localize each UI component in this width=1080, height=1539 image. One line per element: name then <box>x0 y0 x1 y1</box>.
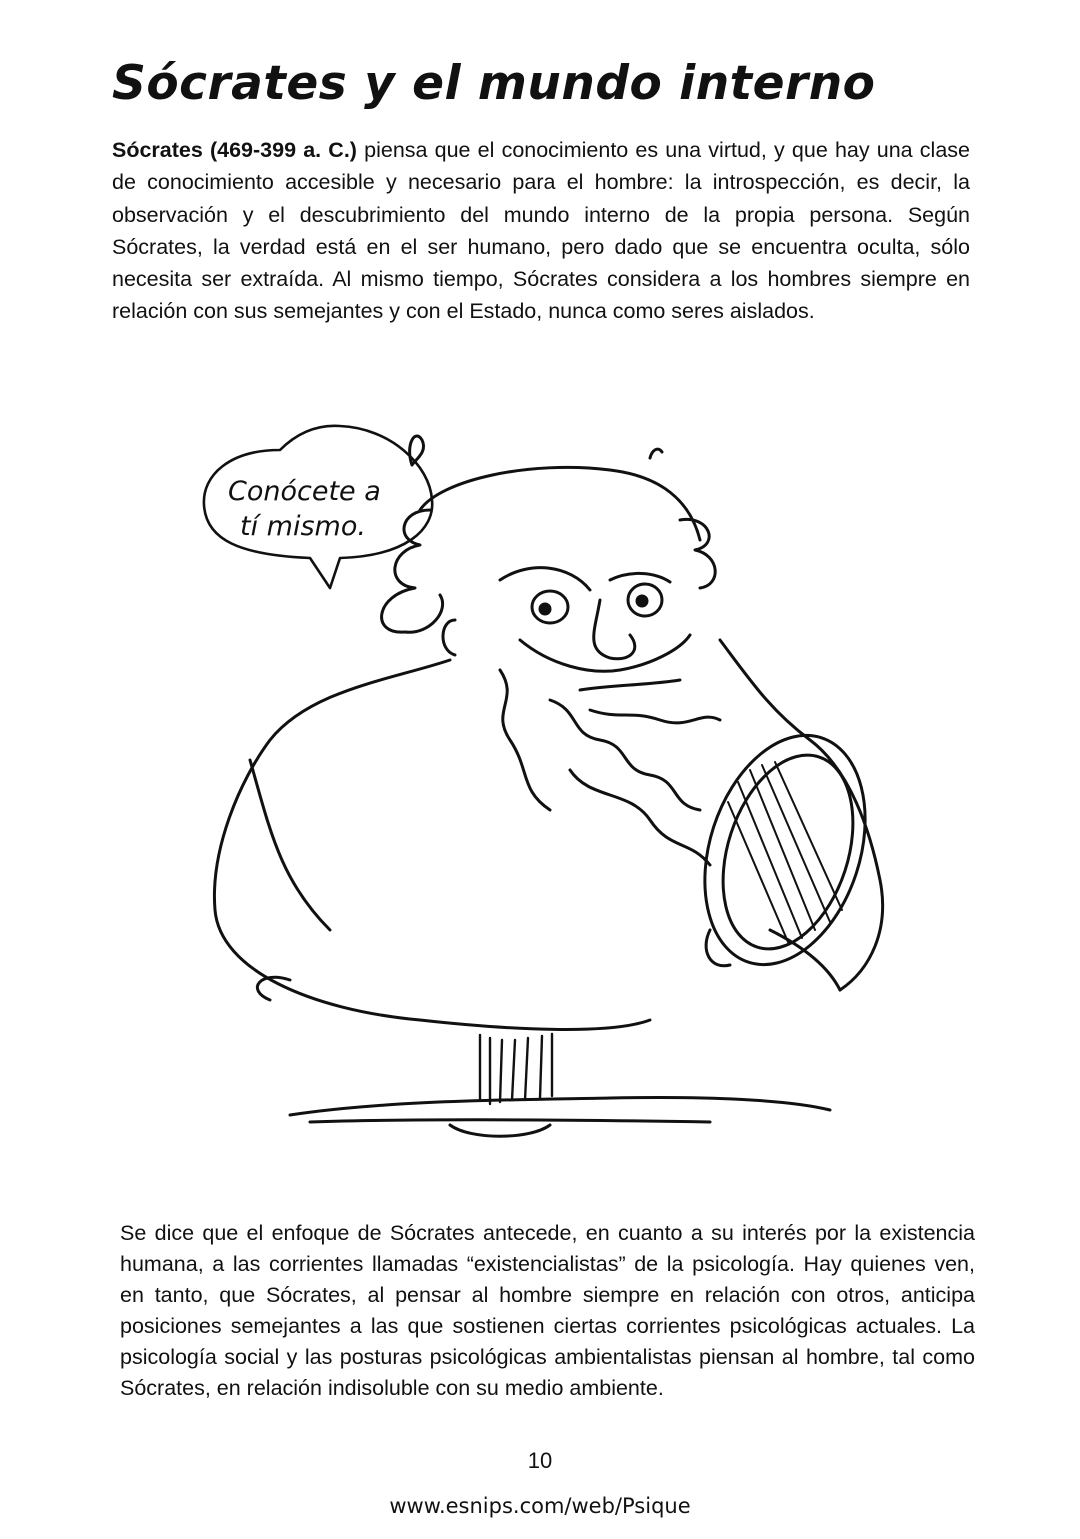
footer-url: www.esnips.com/web/Psique <box>389 1494 691 1518</box>
intro-paragraph <box>112 134 970 328</box>
page-number: 10 <box>527 1448 553 1473</box>
intro-name: Sócrates (469-399 a. C.) <box>112 138 357 162</box>
closing-paragraph: Se dice que el enfoque de Sócrates antecede, en cuanto a su interés por la existencia humana, a las corrientes llamadas “existencialistas” de la psicología. Hay quienes ven, en tanto, que Sócrates, al pensar al hombre siempre en relación con otros, anticipa posiciones semejantes a las que sostienen ciertas corrientes psicológicas actuales. La psicología social y las posturas psicológicas ambientalistas piensan al hombre, tal como Sócrates, en relación indisoluble con su medio ambiente. <box>120 1221 975 1400</box>
bubble-line-2: tí mismo. <box>240 511 366 542</box>
page-title: Sócrates y el mundo interno <box>112 56 876 111</box>
speech-bubble <box>204 426 432 588</box>
bubble-line-1: Conócete a <box>228 476 381 507</box>
intro-text: piensa que el conocimiento es una virtud, y que hay una clase de conocimiento accesible y necesario para el hombre: la introspección, es decir, la observación y el descubrimiento del mundo interno de la propia persona. Según Sócrates, la verdad está en el ser humano, pero dado que se encuentra oculta, sólo necesita ser extraída. Al mismo tiempo, Sócrates considera a los hombres siempre en relación con sus semejantes y con el Estado, nunca como seres aislados. <box>112 138 970 324</box>
socrates-illustration <box>190 410 970 1150</box>
